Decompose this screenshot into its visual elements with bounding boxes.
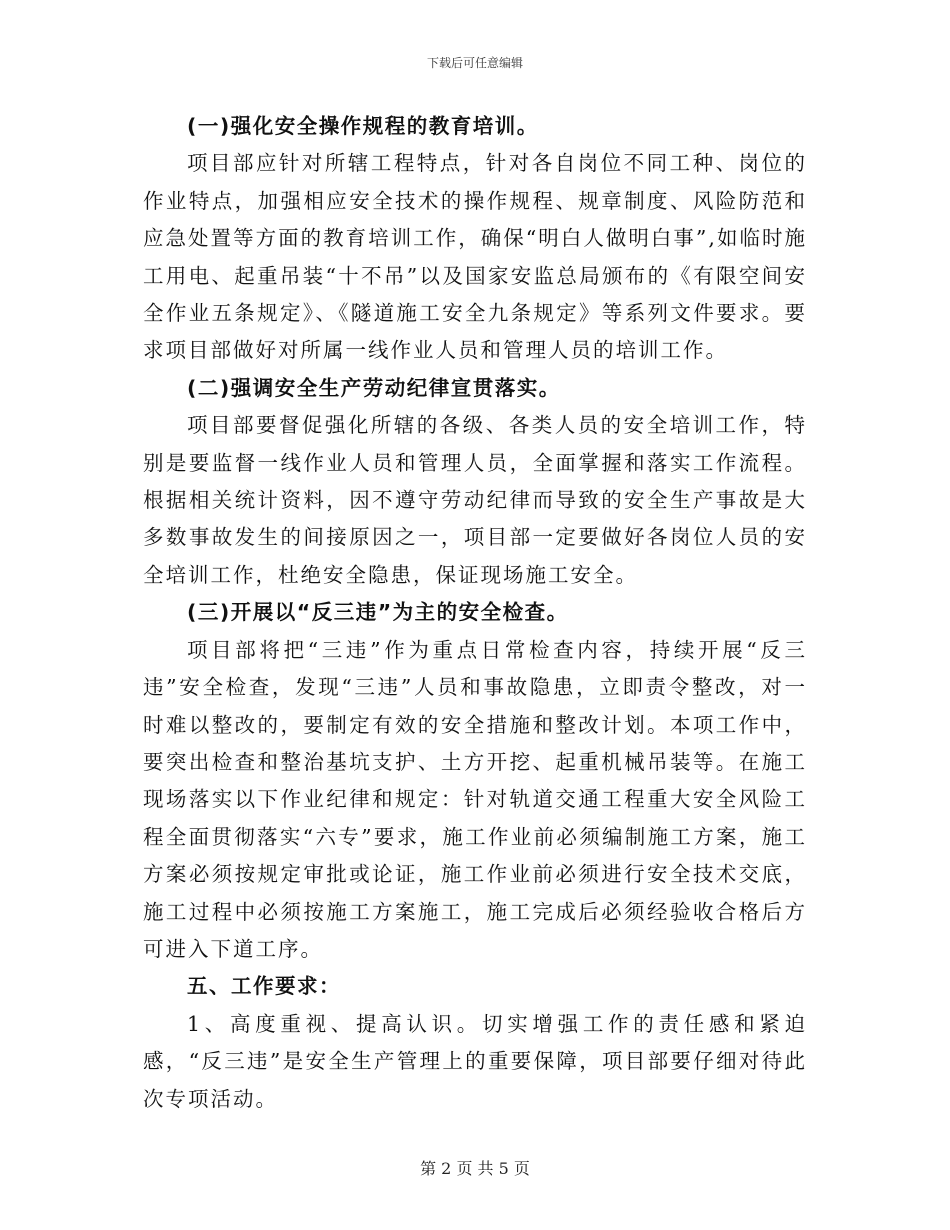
section-heading-4: 五、工作要求： (187, 974, 341, 999)
section-heading-3: (三)开展以“反三违”为主的安全检查。 (187, 600, 569, 625)
paragraph-2: 项目部要督促强化所辖的各级、各类人员的安全培训工作，特别是要监督一线作业人员和管理人员，全面掌握和落实工作流程。根据相关统计资料，因不遵守劳动纪律而导致的安全生产事故是大多数事故发生的间接原因之一，项目部一定要做好各岗位人员的安全培训工作，杜绝安全隐患，保证现场施工安全。 (143, 413, 807, 587)
paragraph-3: 项目部将把“三违”作为重点日常检查内容，持续开展“反三违”安全检查，发现“三违”人员和事故隐患，立即责令整改，对一时难以整改的，要制定有效的安全措施和整改计划。本项工作中，要突出检查和整治基坑支护、土方开挖、起重机械吊装等。在施工现场落实以下作业纪律和规定：针对轨道交通工程重大安全风险工程全面贯彻落实“六专”要求，施工作业前必须编制施工方案，施工方案必须按规定审批或论证，施工作业前必须进行安全技术交底，施工过程中必须按施工方案施工，施工完成后必须经验收合格后方可进入下道工序。 (143, 637, 807, 961)
paragraph-1: 项目部应针对所辖工程特点，针对各自岗位不同工种、岗位的作业特点，加强相应安全技术的操作规程、规章制度、风险防范和应急处置等方面的教育培训工作，确保“明白人做明白事”,如临时施工用电、起重吊装“十不吊”以及国家安监总局颁布的《有限空间安全作业五条规定》、《隧道施工安全九条规定》等系列文件要求。要求项目部做好对所属一线作业人员和管理人员的培训工作。 (143, 151, 807, 363)
document-body (143, 108, 807, 1118)
paragraph-4: 1、高度重视、提高认识。切实增强工作的责任感和紧迫感，“反三违”是安全生产管理上的重要保障，项目部要仔细对待此次专项活动。 (143, 1011, 807, 1111)
section-heading-1: (一)强化安全操作规程的教育培训。 (187, 114, 539, 138)
page-header: 下载后可任意编辑 (426, 56, 523, 70)
page-footer: 第 2 页 共 5 页 (420, 1159, 530, 1178)
section-heading-2: (二)强调安全生产劳动纪律宣贯落实。 (187, 375, 561, 400)
